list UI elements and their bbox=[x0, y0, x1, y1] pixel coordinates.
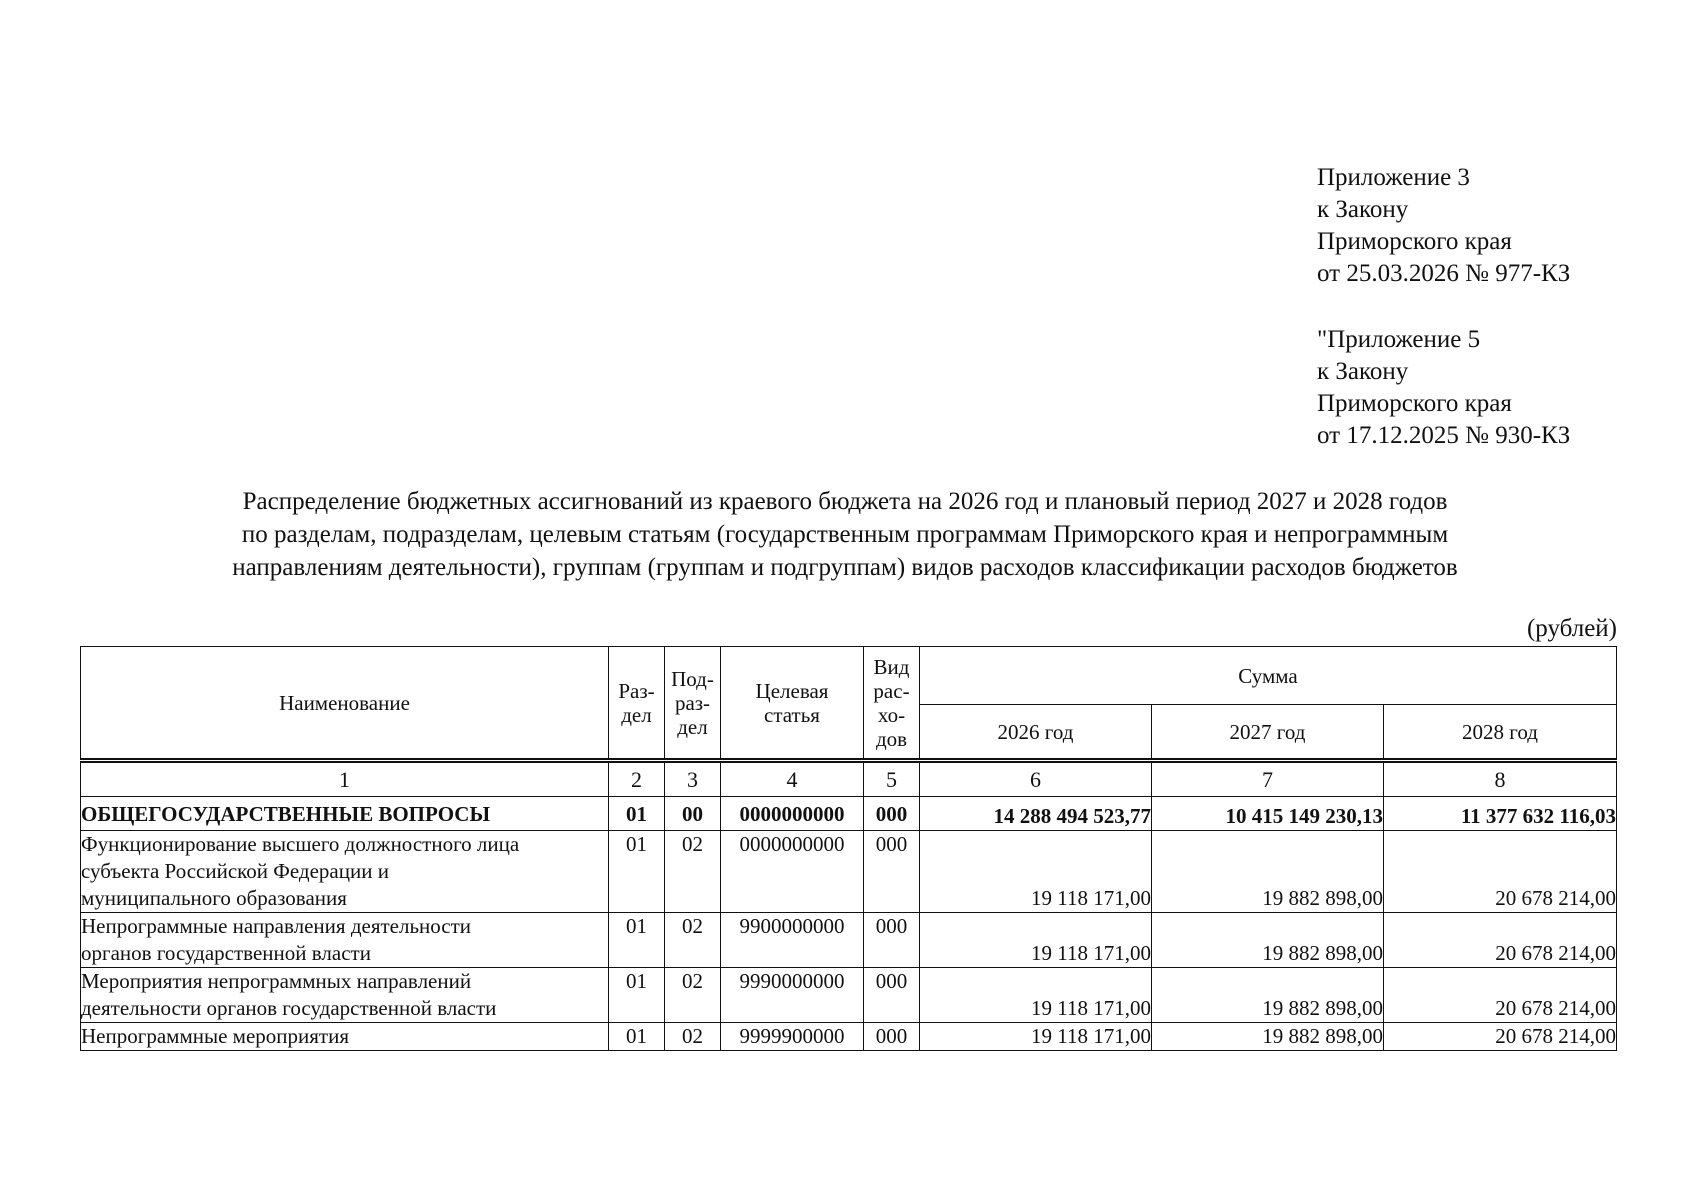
row-amount-2027: 19 882 898,00 bbox=[1152, 968, 1384, 1023]
row-amount-2026: 19 118 171,00 bbox=[920, 968, 1152, 1023]
row-subsection: 02 bbox=[665, 831, 721, 913]
row-section: 01 bbox=[609, 968, 665, 1023]
budget-table bbox=[80, 646, 1617, 1051]
column-number: 8 bbox=[1384, 761, 1617, 797]
row-name-line: Мероприятия непрограммных направлений bbox=[81, 969, 472, 993]
row-name-line: муниципального образования bbox=[81, 886, 347, 910]
column-number-row bbox=[81, 761, 1617, 797]
table-row bbox=[81, 1023, 1617, 1051]
table-row bbox=[81, 797, 1617, 831]
row-name bbox=[81, 831, 609, 913]
row-amount-2026: 19 118 171,00 bbox=[920, 913, 1152, 968]
header-sum-label: Сумма bbox=[1238, 663, 1298, 688]
row-amount-2027: 19 882 898,00 bbox=[1152, 913, 1384, 968]
appendix-note-current bbox=[1317, 162, 1570, 290]
header-year-2027: 2027 год bbox=[1152, 705, 1384, 761]
title-line: направлениям деятельности), группам (группам и подгруппам) видов расходов классификации расходов бюджетов bbox=[232, 554, 1458, 581]
row-name: ОБЩЕГОСУДАРСТВЕННЫЕ ВОПРОСЫ bbox=[81, 797, 609, 831]
row-target: 9900000000 bbox=[721, 913, 864, 968]
header-line: Целевая bbox=[755, 678, 829, 703]
row-name-line: деятельности органов государственной власти bbox=[81, 996, 497, 1020]
title-line: по разделам, подразделам, целевым статьям (государственным программам Приморского края и непрограммным bbox=[241, 521, 1449, 548]
appendix-line: "Приложение 5 bbox=[1317, 326, 1481, 353]
document-title bbox=[100, 485, 1590, 584]
row-subsection: 02 bbox=[665, 968, 721, 1023]
header-expense-type bbox=[864, 647, 920, 761]
row-name bbox=[81, 968, 609, 1023]
row-name-line: субъекта Российской Федерации и bbox=[81, 859, 389, 883]
row-expense-type: 000 bbox=[864, 968, 920, 1023]
header-line: дел bbox=[621, 702, 652, 727]
title-line: Распределение бюджетных ассигнований из краевого бюджета на 2026 год и плановый период 2027 и 2028 годов bbox=[242, 488, 1448, 515]
row-name: Непрограммные мероприятия bbox=[81, 1023, 609, 1051]
header-line: дел bbox=[677, 714, 708, 739]
appendix-line: к Закону bbox=[1317, 196, 1409, 223]
row-target: 0000000000 bbox=[721, 831, 864, 913]
row-amount-2028: 20 678 214,00 bbox=[1384, 1023, 1617, 1051]
header-row bbox=[81, 647, 1617, 705]
appendix-line: от 25.03.2026 № 977-КЗ bbox=[1317, 260, 1571, 287]
header-line: хо- bbox=[877, 702, 906, 727]
header-section bbox=[609, 647, 665, 761]
row-name-line: Функционирование высшего должностного лица bbox=[81, 832, 520, 856]
row-amount-2028: 11 377 632 116,03 bbox=[1384, 797, 1617, 831]
column-number: 4 bbox=[721, 761, 864, 797]
header-year-2026: 2026 год bbox=[920, 705, 1152, 761]
table-row bbox=[81, 831, 1617, 913]
row-target: 0000000000 bbox=[721, 797, 864, 831]
row-amount-2028: 20 678 214,00 bbox=[1384, 913, 1617, 968]
appendix-line: Приморского края bbox=[1317, 228, 1512, 255]
row-amount-2028: 20 678 214,00 bbox=[1384, 968, 1617, 1023]
row-amount-2027: 19 882 898,00 bbox=[1152, 831, 1384, 913]
appendix-line: от 17.12.2025 № 930-КЗ bbox=[1317, 422, 1571, 449]
column-number: 3 bbox=[665, 761, 721, 797]
row-subsection: 00 bbox=[665, 797, 721, 831]
row-subsection: 02 bbox=[665, 913, 721, 968]
units-label: (рублей) bbox=[1526, 615, 1617, 642]
row-amount-2026: 14 288 494 523,77 bbox=[920, 797, 1152, 831]
column-number: 1 bbox=[81, 761, 609, 797]
column-number: 6 bbox=[920, 761, 1152, 797]
row-amount-2026: 19 118 171,00 bbox=[920, 1023, 1152, 1051]
header-line: рас- bbox=[873, 678, 910, 703]
row-expense-type: 000 bbox=[864, 831, 920, 913]
row-section: 01 bbox=[609, 1023, 665, 1051]
appendix-line: к Закону bbox=[1317, 358, 1409, 385]
header-line: Вид bbox=[873, 654, 910, 679]
row-section: 01 bbox=[609, 913, 665, 968]
row-amount-2027: 10 415 149 230,13 bbox=[1152, 797, 1384, 831]
row-name-line: Непрограммные направления деятельности bbox=[81, 914, 472, 938]
row-expense-type: 000 bbox=[864, 1023, 920, 1051]
appendix-line: Приморского края bbox=[1317, 390, 1512, 417]
header-sum bbox=[920, 647, 1617, 705]
row-section: 01 bbox=[609, 797, 665, 831]
row-name-line: органов государственной власти bbox=[81, 941, 371, 965]
header-name-label: Наименование bbox=[279, 690, 410, 715]
header-year-2028: 2028 год bbox=[1384, 705, 1617, 761]
column-number: 5 bbox=[864, 761, 920, 797]
header-line: Раз- bbox=[618, 678, 655, 703]
row-target: 9999900000 bbox=[721, 1023, 864, 1051]
column-number: 2 bbox=[609, 761, 665, 797]
row-expense-type: 000 bbox=[864, 797, 920, 831]
row-section: 01 bbox=[609, 831, 665, 913]
header-name bbox=[81, 647, 609, 761]
table-row bbox=[81, 968, 1617, 1023]
header-line: раз- bbox=[674, 690, 711, 715]
appendix-line: Приложение 3 bbox=[1317, 164, 1470, 191]
row-amount-2026: 19 118 171,00 bbox=[920, 831, 1152, 913]
row-subsection: 02 bbox=[665, 1023, 721, 1051]
row-name bbox=[81, 913, 609, 968]
row-amount-2027: 19 882 898,00 bbox=[1152, 1023, 1384, 1051]
header-line: статья bbox=[764, 702, 820, 727]
header-line: дов bbox=[875, 726, 908, 751]
appendix-note-original bbox=[1317, 324, 1570, 452]
column-number: 7 bbox=[1152, 761, 1384, 797]
row-amount-2028: 20 678 214,00 bbox=[1384, 831, 1617, 913]
header-target bbox=[721, 647, 864, 761]
header-subsection bbox=[665, 647, 721, 761]
header-line: Под- bbox=[671, 666, 714, 691]
table-row bbox=[81, 913, 1617, 968]
row-expense-type: 000 bbox=[864, 913, 920, 968]
row-target: 9990000000 bbox=[721, 968, 864, 1023]
